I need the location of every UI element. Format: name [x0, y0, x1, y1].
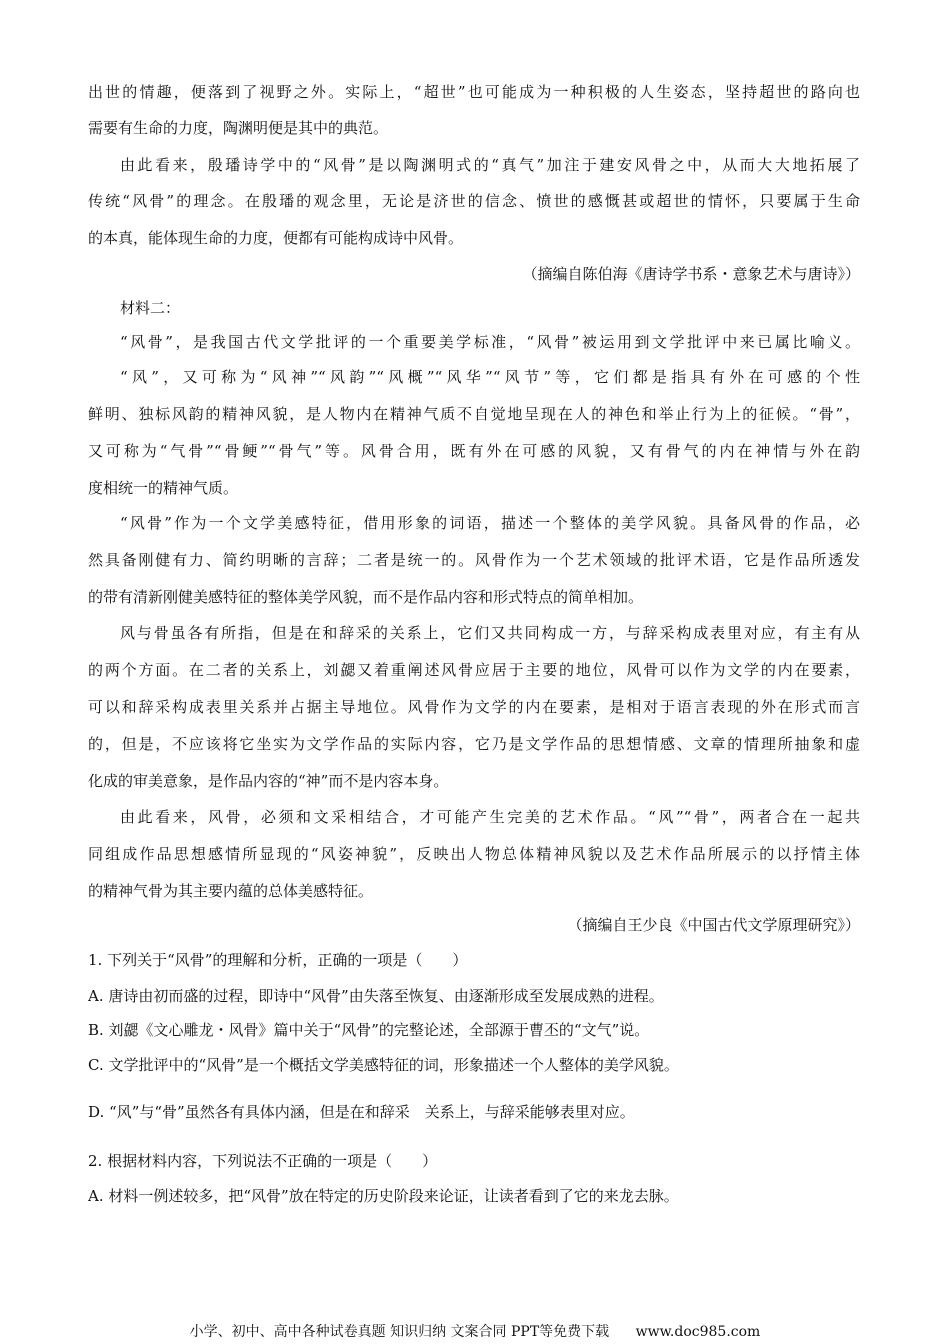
- material-2-line-10: 的两个方面。在二者的关系上，刘勰又着重阐述风骨应居于主要的地位，风骨可以作为文学的内在要素，: [88, 661, 860, 679]
- question-1-option-c[interactable]: C. 文学批评中的“风骨”是一个概括文学美感特征的词，形象描述一个人整体的美学风貌。: [88, 1056, 679, 1074]
- page-footer: [0, 1323, 950, 1341]
- question-1-option-a[interactable]: A. 唐诗由初而盛的过程，即诗中“风骨”由失落至恢复、由逐渐形成至发展成熟的进程。: [88, 987, 664, 1005]
- material-2-heading: 材料二：: [120, 299, 181, 317]
- material-2-line-5: 度相统一的精神气质。: [88, 479, 239, 497]
- material-2-line-6: “风骨”作为一个文学美感特征，借用形象的词语，描述一个整体的美学风貌。具备风骨的作品，必: [120, 514, 860, 532]
- material-2-line-8: 的带有清新刚健美感特征的整体美学风貌，而不是作品内容和形式特点的简单相加。: [88, 588, 644, 606]
- material-2-line-14: 由此看来，风骨，必须和文采相结合，才可能产生完美的艺术作品。“风”“骨”，两者合在一起共: [120, 808, 860, 826]
- footer-site-link[interactable]: www.doc985.com: [635, 1324, 761, 1340]
- question-1-option-d[interactable]: D. “风”与“骨”虽然各有具体内涵，但是在和辞采 关系上，与辞采能够表里对应。: [88, 1103, 635, 1121]
- material-2-line-4: 又可称为“气骨”“骨鲠”“骨气”等。风骨合用，既有外在可感的风貌，又有骨气的内在神情与外在韵: [88, 442, 860, 460]
- source-citation-2: （摘编自王少良《中国古代文学原理研究》）: [567, 916, 860, 934]
- question-1-stem: 1. 下列关于“风骨”的理解和分析，正确的一项是（ ）: [88, 951, 468, 969]
- material-2-line-7: 然具备刚健有力、简约明晰的言辞；二者是统一的。风骨作为一个艺术领域的批评术语，它是作品所透发: [88, 551, 860, 569]
- material-2-line-16: 的精神气骨为其主要内蕴的总体美感特征。: [88, 882, 374, 900]
- material-2-line-11: 可以和辞采构成表里关系并占据主导地位。风骨作为文学的内在要素，是相对于语言表现的外在形式而言: [88, 698, 860, 716]
- intro-line-1: 出世的情趣，便落到了视野之外。实际上，“超世”也可能成为一种积极的人生姿态，坚持超世的路向也: [88, 83, 860, 101]
- material-2-line-1: “风骨”，是我国古代文学批评的一个重要美学标准，“风骨”被运用到文学批评中来已属比喻义。: [120, 333, 860, 351]
- question-2-stem: 2. 根据材料内容，下列说法不正确的一项是（ ）: [88, 1152, 438, 1170]
- intro-line-2: 需要有生命的力度，陶渊明便是其中的典范。: [88, 119, 389, 137]
- material-2-line-13: 化成的审美意象，是作品内容的“神”而不是内容本身。: [88, 772, 449, 790]
- material-2-line-12: 的，但是，不应该将它坐实为文学作品的实际内容，它乃是文学作品的思想情感、文章的情理所抽象和虚: [88, 735, 860, 753]
- question-2-option-a[interactable]: A. 材料一例述较多，把“风骨”放在特定的历史阶段来论证，让读者看到了它的来龙去脉。: [88, 1187, 679, 1205]
- material-2-line-2: “风”，又可称为“风神”“风韵”“风概”“风华”“风节”等，它们都是指具有外在可感的个性: [120, 368, 860, 386]
- intro-line-3: 由此看来，殷璠诗学中的“风骨”是以陶渊明式的“真气”加注于建安风骨之中，从而大大地拓展了: [120, 156, 860, 174]
- intro-line-5: 的本真，能体现生命的力度，便都有可能构成诗中风骨。: [88, 229, 464, 247]
- question-1-option-b[interactable]: B. 刘勰《文心雕龙・风骨》篇中关于“风骨”的完整论述，全部源于曹丕的“文气”说。: [88, 1021, 650, 1039]
- footer-promo-text: 小学、初中、高中各种试卷真题 知识归纳 文案合同 PPT等免费下载: [189, 1324, 610, 1340]
- material-2-line-15: 同组成作品思想感情所显现的“风姿神貌”，反映出人物总体精神风貌以及艺术作品所展示的以抒情主体: [88, 845, 860, 863]
- material-2-line-9: 风与骨虽各有所指，但是在和辞采的关系上，它们又共同构成一方，与辞采构成表里对应，有主有从: [120, 624, 860, 642]
- source-citation-1: （摘编自陈伯海《唐诗学书系・意象艺术与唐诗》）: [522, 265, 860, 283]
- material-2-line-3: 鲜明、独标风韵的精神风貌，是人物内在精神气质不自觉地呈现在人的神色和举止行为上的征候。“骨”，: [88, 405, 860, 423]
- intro-line-4: 传统“风骨”的理念。在殷璠的观念里，无论是济世的信念、愤世的感慨甚或超世的情怀，只要属于生命: [88, 192, 860, 210]
